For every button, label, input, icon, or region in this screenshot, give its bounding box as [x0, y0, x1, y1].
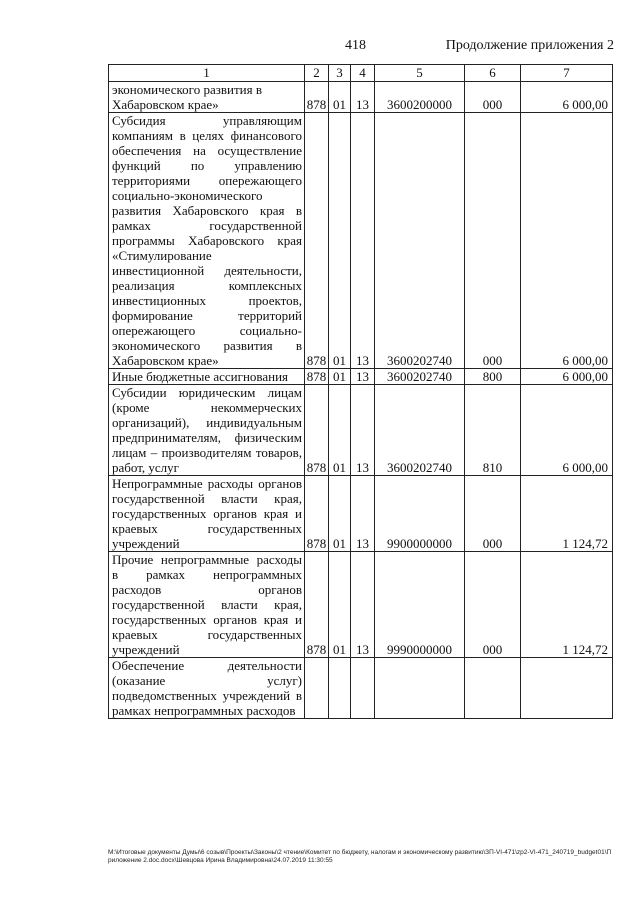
row-ministry-code: 878 — [305, 113, 329, 369]
document-path-footer: М:\Итоговые документы Думы\6 созыв\Проекты\Законы\2 чтение\Комитет по бюджету, налогам и экономическому развитию\ЗП-VI-471\zp2-VI-471_240719_budget01\Приложение 2.doc.docx\Шевцова Ирина Владимировна\24.07.2019 11:30:55 — [108, 849, 612, 864]
table-row — [109, 552, 613, 658]
row-target-article: 9990000000 — [375, 552, 465, 658]
budget-table — [108, 64, 613, 719]
row-name: экономического развития в Хабаровском крае» — [109, 82, 305, 113]
row-section-code: 01 — [329, 113, 351, 369]
column-header-5: 5 — [375, 65, 465, 82]
row-ministry-code — [305, 658, 329, 719]
row-name: Прочие непрограммные расходы в рамках непрограммных расходов органов государственной власти края, государственных органов края и краевых государственных учреждений — [109, 552, 305, 658]
row-expense-type: 000 — [465, 476, 521, 552]
row-name: Иные бюджетные ассигнования — [109, 369, 305, 385]
continuation-label: Продолжение приложения 2 — [445, 38, 614, 53]
row-section-code: 01 — [329, 552, 351, 658]
row-subsection-code: 13 — [351, 82, 375, 113]
row-ministry-code: 878 — [305, 385, 329, 476]
row-ministry-code: 878 — [305, 82, 329, 113]
table-row — [109, 476, 613, 552]
row-subsection-code — [351, 658, 375, 719]
row-subsection-code: 13 — [351, 113, 375, 369]
column-header-3: 3 — [329, 65, 351, 82]
row-amount — [521, 658, 613, 719]
row-ministry-code: 878 — [305, 476, 329, 552]
column-header-4: 4 — [351, 65, 375, 82]
row-amount: 6 000,00 — [521, 82, 613, 113]
row-subsection-code: 13 — [351, 385, 375, 476]
column-header-6: 6 — [465, 65, 521, 82]
row-amount: 1 124,72 — [521, 552, 613, 658]
row-expense-type: 000 — [465, 82, 521, 113]
row-section-code: 01 — [329, 369, 351, 385]
row-target-article: 3600202740 — [375, 369, 465, 385]
row-section-code — [329, 658, 351, 719]
table-row — [109, 113, 613, 369]
row-target-article: 3600202740 — [375, 113, 465, 369]
row-name: Обеспечение деятельности (оказание услуг) подведомственных учреждений в рамках непрограммных расходов — [109, 658, 305, 719]
table-row — [109, 82, 613, 113]
row-target-article — [375, 658, 465, 719]
row-expense-type: 000 — [465, 113, 521, 369]
row-expense-type: 800 — [465, 369, 521, 385]
row-section-code: 01 — [329, 385, 351, 476]
table-header-row — [109, 65, 613, 82]
row-target-article: 3600200000 — [375, 82, 465, 113]
row-ministry-code: 878 — [305, 369, 329, 385]
column-header-2: 2 — [305, 65, 329, 82]
row-target-article: 9900000000 — [375, 476, 465, 552]
table-row — [109, 658, 613, 719]
row-amount: 6 000,00 — [521, 113, 613, 369]
row-amount: 6 000,00 — [521, 369, 613, 385]
table-row — [109, 369, 613, 385]
row-amount: 1 124,72 — [521, 476, 613, 552]
row-expense-type — [465, 658, 521, 719]
page-number: 418 — [345, 38, 366, 53]
row-subsection-code: 13 — [351, 476, 375, 552]
row-expense-type: 000 — [465, 552, 521, 658]
row-name: Субсидии юридическим лицам (кроме некоммерческих организаций), индивидуальным предпринимателям, физическим лицам – производителям товаров, работ, услуг — [109, 385, 305, 476]
row-target-article: 3600202740 — [375, 385, 465, 476]
row-section-code: 01 — [329, 476, 351, 552]
row-name: Непрограммные расходы органов государственной власти края, государственных органов края и краевых государственных учреждений — [109, 476, 305, 552]
row-name: Субсидия управляющим компаниям в целях финансового обеспечения на осуществление функций по управлению территориями опережающего социально-экономического развития Хабаровского края в рамках государственной программы Хабаровского края «Стимулирование инвестиционной деятельности, реализация комплексных инвестиционных проектов, формирование территорий опережающего социально-экономического развития в Хабаровском крае» — [109, 113, 305, 369]
row-subsection-code: 13 — [351, 369, 375, 385]
table-row — [109, 385, 613, 476]
column-header-1: 1 — [109, 65, 305, 82]
column-header-7: 7 — [521, 65, 613, 82]
row-expense-type: 810 — [465, 385, 521, 476]
row-section-code: 01 — [329, 82, 351, 113]
row-ministry-code: 878 — [305, 552, 329, 658]
row-subsection-code: 13 — [351, 552, 375, 658]
row-amount: 6 000,00 — [521, 385, 613, 476]
